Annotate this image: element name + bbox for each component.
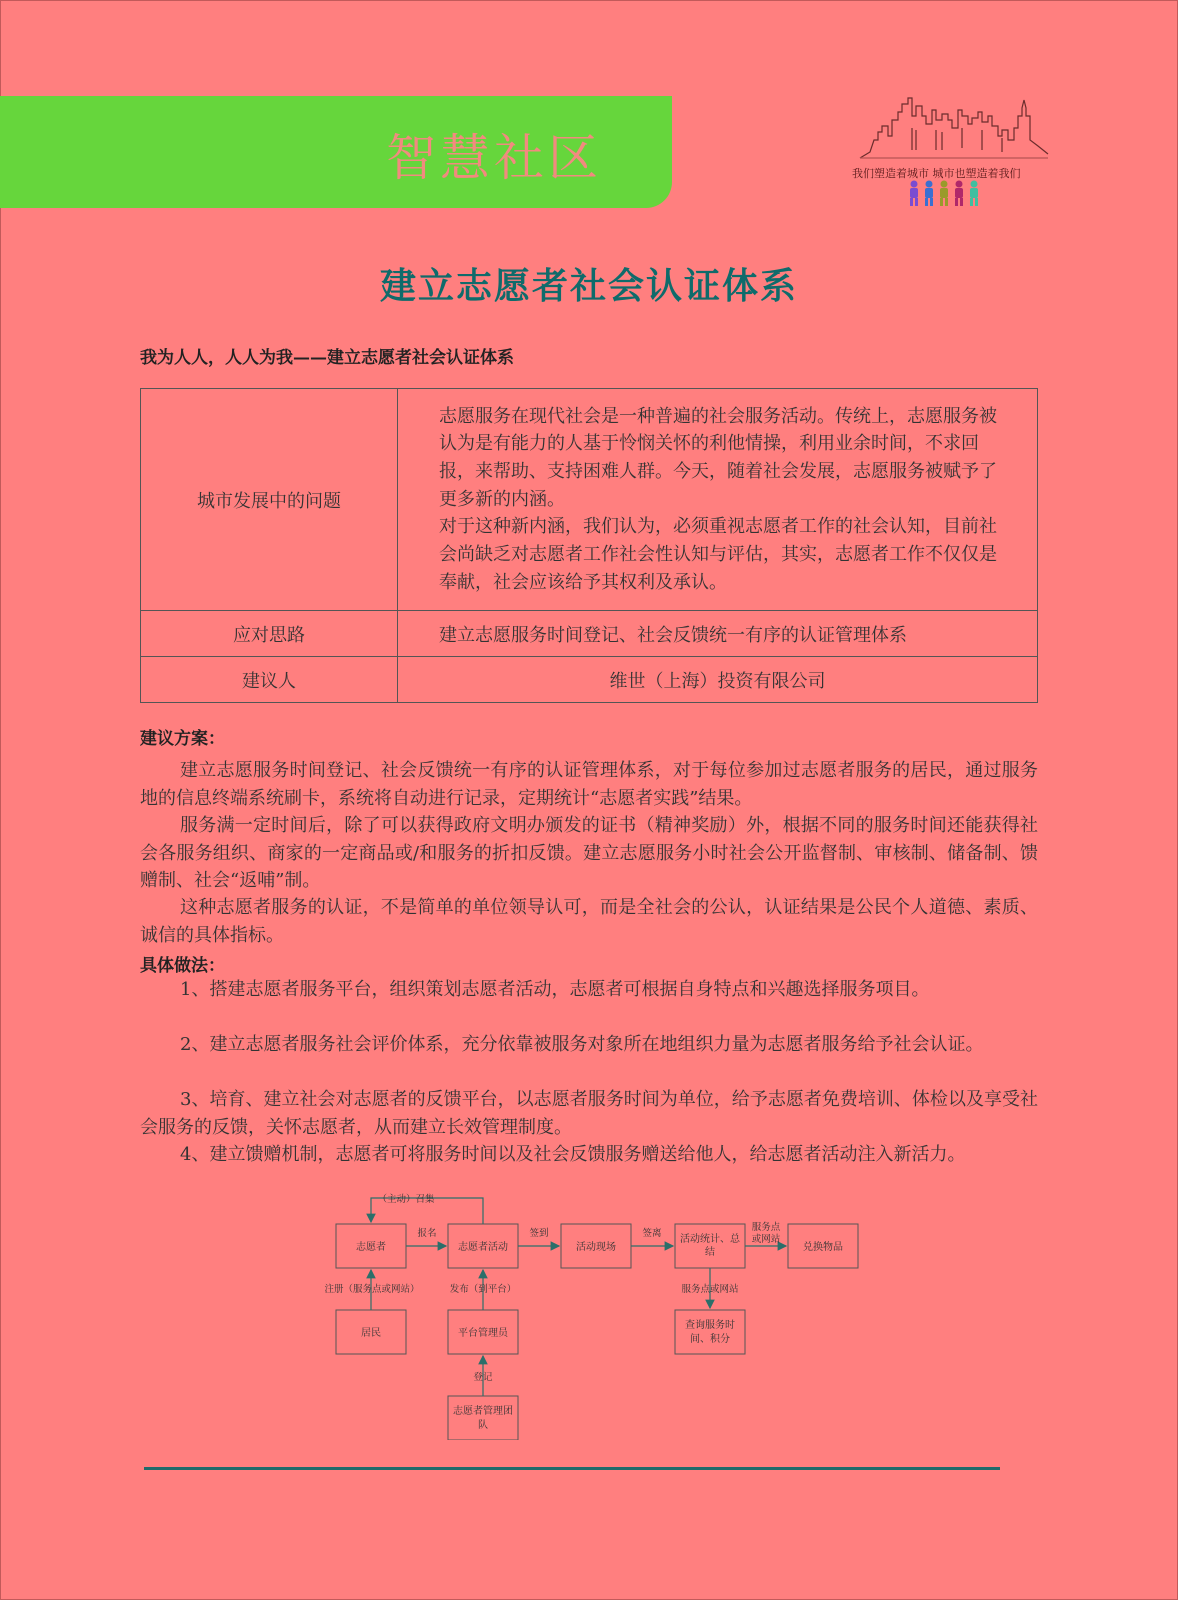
people-icons [910, 181, 978, 207]
page-title: 建立志愿者社会认证体系 [379, 266, 798, 307]
edge-summon: （主动）召集 [377, 1194, 435, 1205]
label-activity: 志愿者活动 [458, 1242, 508, 1253]
flowchart [320, 1190, 860, 1440]
table-row [141, 611, 1038, 657]
label-resident: 居民 [361, 1328, 381, 1339]
table-label: 城市发展中的问题 [141, 389, 398, 611]
proposal-heading: 建议方案： [140, 729, 225, 749]
table-row [141, 389, 1038, 611]
node-query [675, 1310, 745, 1354]
label-volunteer: 志愿者 [356, 1242, 386, 1253]
edge-checkout: 签离 [642, 1228, 662, 1239]
table-paragraph: 对于这种新内涵，我们认为，必须重视志愿者工作的社会认知，目前社会尚缺乏对志愿者工作社会性认知与评估，其实，志愿者工作不仅仅是奉献，社会应该给予其权利及承认。 [439, 516, 997, 593]
edge-checkin: 签到 [529, 1228, 549, 1239]
table-row [141, 657, 1038, 703]
label-stats-2: 结 [705, 1247, 715, 1258]
city-skyline-logo [852, 90, 1062, 215]
label-team: 志愿者管理团 [453, 1406, 513, 1417]
label-site: 活动现场 [576, 1242, 616, 1253]
table-paragraph: 志愿服务在现代社会是一种普遍的社会服务活动。传统上，志愿服务被认为是有能力的人基于怜悯关怀的利他情操，利用业余时间，不求回报，来帮助、支持困难人群。今天，随着社会发展，志愿服务被赋予了更多新的内涵。 [439, 405, 997, 510]
edge-service-point-2: 或网站 [751, 1234, 781, 1245]
info-table [140, 388, 1038, 703]
flow-node-labels [356, 1232, 843, 1431]
proposal-paragraph: 这种志愿者服务的认证，不是简单的单位领导认可，而是全社会的公认，认证结果是公民个人道德、素质、诚信的具体指标。 [140, 897, 1038, 946]
label-redeem: 兑换物品 [803, 1242, 843, 1253]
method-item: 1、搭建志愿者服务平台，组织策划志愿者活动，志愿者可根据自身特点和兴趣选择服务项目。 [180, 979, 930, 1000]
edge-login: 登记 [473, 1372, 493, 1383]
edge-service-point-b: 服务点或网站 [681, 1284, 739, 1295]
method-item: 2、建立志愿者服务社会评价体系，充分依靠被服务对象所在地组织力量为志愿者服务给予社会认证。 [180, 1034, 984, 1055]
table-label: 应对思路 [141, 611, 398, 657]
methods-heading: 具体做法： [140, 956, 225, 976]
proposal-paragraph: 建立志愿服务时间登记、社会反馈统一有序的认证管理体系，对于每位参加过志愿者服务的居民，通过服务地的信息终端系统刷卡，系统将自动进行记录，定期统计“志愿者实践”结果。 [140, 760, 1038, 809]
label-query-2: 间、积分 [690, 1334, 730, 1345]
table-content: 建立志愿服务时间登记、社会反馈统一有序的认证管理体系 [398, 611, 1038, 657]
label-admin: 平台管理员 [458, 1328, 508, 1339]
edge-service-point: 服务点 [751, 1222, 781, 1233]
logo-slogan: 我们塑造着城市 城市也塑造着我们 [852, 167, 1021, 180]
bottom-divider [144, 1467, 1000, 1470]
label-query: 查询服务时 [685, 1320, 735, 1331]
table-label: 建议人 [141, 657, 398, 703]
banner-title: 智慧社区 [386, 129, 602, 187]
label-stats: 活动统计、总 [680, 1234, 740, 1245]
method-item: 3、培育、建立社会对志愿者的反馈平台，以志愿者服务时间为单位，给予志愿者免费培训、体检以及享受社会服务的反馈，关怀志愿者，从而建立长效管理制度。 [140, 1089, 1038, 1138]
node-stats [675, 1224, 745, 1268]
table-content: 维世（上海）投资有限公司 [398, 657, 1038, 703]
edge-register: 注册（服务点或网站） [324, 1284, 420, 1295]
edge-signup: 报名 [417, 1228, 437, 1239]
node-team [448, 1396, 518, 1440]
edge-publish: 发布（到平台） [449, 1284, 517, 1295]
table-content [398, 389, 1038, 611]
proposal-paragraph: 服务满一定时间后，除了可以获得政府文明办颁发的证书（精神奖励）外，根据不同的服务时间还能获得社会各服务组织、商家的一定商品或/和服务的折扣反馈。建立志愿服务小时社会公开监督制、审核制、储备制、馈赠制、社会“返哺”制。 [140, 815, 1038, 891]
subtitle: 我为人人，人人为我——建立志愿者社会认证体系 [140, 348, 514, 368]
label-team-2: 队 [478, 1420, 488, 1431]
method-item: 4、建立馈赠机制，志愿者可将服务时间以及社会反馈服务赠送给他人，给志愿者活动注入新活力。 [180, 1144, 966, 1165]
